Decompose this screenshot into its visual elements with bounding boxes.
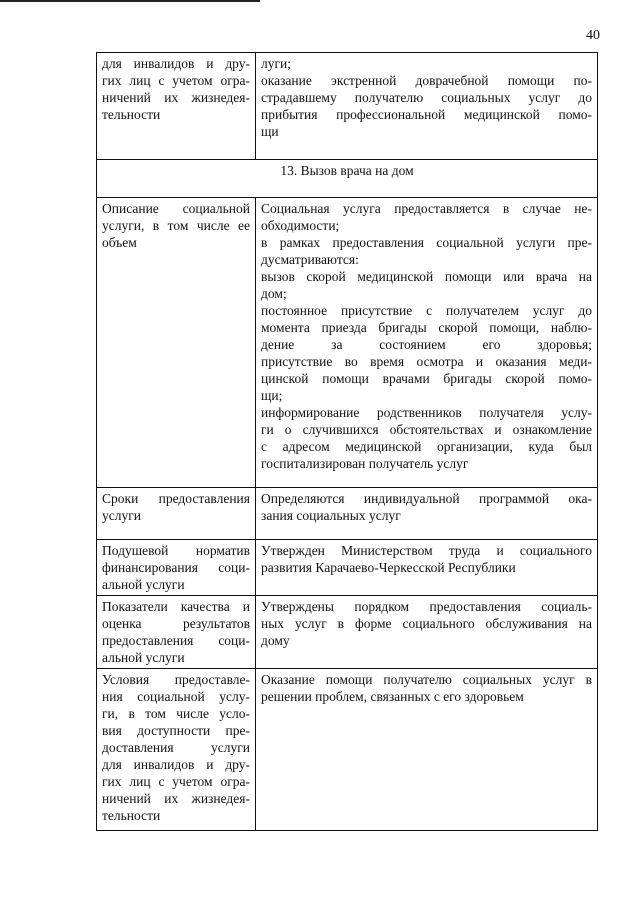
label-line: тельности [102,107,161,122]
row-label-cell [97,198,256,488]
label-line: оценка результатов [102,616,250,631]
value-line: присутствие во время осмотра и оказания меди- [261,354,592,369]
value-line: ных услуг в форме социального обслуживания на [261,616,592,631]
value-line: Утвержден Министерством труда и социального [261,543,592,558]
value-line: Определяются индивидуальной программой ока- [261,491,592,506]
label-line: предоставления соци- [102,633,250,648]
page-number: 40 [586,28,600,43]
value-line: момента приезда бригады скорой помощи, наблю- [261,320,592,335]
label-line: для инвалидов и дру- [102,56,250,71]
value-line: госпитализирован получатель услуг [261,456,469,471]
table-row [97,488,598,540]
row-label-cell [97,540,256,596]
label-line: Показатели качества и [102,599,250,614]
section-title: 13. Вызов врача на дом [97,160,598,198]
value-line: в рамках предоставления социальной услуги пре- [261,235,592,250]
section-header-row [97,160,598,198]
label-line: альной услуги [102,577,185,592]
value-line: ги о случившихся обстоятельствах и ознакомление [261,422,592,437]
label-line: объем [102,235,137,250]
row-value-cell [256,488,598,540]
label-line: ничений их жизнедея- [102,791,250,806]
table-row [97,596,598,669]
value-line: дусматриваются: [261,252,359,267]
label-line: для инвалидов и дру- [102,757,250,772]
value-line: цинской помощи врачами бригады скорой помо- [261,371,592,386]
value-line: луги; [261,56,291,71]
value-line: зания социальных услуг [261,508,401,523]
row-label-cell [97,488,256,540]
value-line: оказание экстренной доврачебной помощи по- [261,73,592,88]
value-line: Оказание помощи получателю социальных услуг в [261,672,592,687]
value-line: решении проблем, связанных с его здоровьем [261,689,524,704]
label-line: гих лиц с учетом огра- [102,73,250,88]
table-row [97,53,598,160]
row-label-cell [97,53,256,160]
value-line: прибытия профессиональной медицинской помо- [261,107,592,122]
scan-edge-line [0,0,260,2]
value-line: обходимости; [261,218,340,233]
table-row [97,669,598,831]
label-line: ничений их жизнедея- [102,90,250,105]
value-line: щи; [261,388,283,403]
label-line: Условия предоставле- [102,672,250,687]
value-line: страдавшему получателю социальных услуг до [261,90,592,105]
label-line: услуги [102,508,141,523]
table-row [97,540,598,596]
value-line: вызов скорой медицинской помощи или врача на [261,269,592,284]
table-row [97,198,598,488]
value-line: с адресом медицинской организации, куда был [261,439,592,454]
services-table [96,52,598,831]
value-line: щи [261,124,279,139]
label-line: Описание социальной [102,201,250,216]
value-line: информирование родственников получателя услу- [261,405,592,420]
row-label-cell [97,596,256,669]
value-line: дому [261,633,290,648]
label-line: услуги, в том числе ее [102,218,250,233]
label-line: тельности [102,808,161,823]
value-line: дение за состоянием его здоровья; [261,337,592,352]
value-line: дом; [261,286,287,301]
value-line: развития Карачаево-Черкесской Республики [261,560,516,575]
value-line: Утверждены порядком предоставления социаль- [261,599,592,614]
label-line: ги, в том числе усло- [102,706,250,721]
value-line: Социальная услуга предоставляется в случае не- [261,201,592,216]
label-line: доставления услуги [102,740,250,755]
services-table-body [97,53,598,831]
row-value-cell [256,540,598,596]
label-line: Подушевой норматив [102,543,250,558]
label-line: гих лиц с учетом огра- [102,774,250,789]
row-value-cell [256,596,598,669]
value-line: постоянное присутствие с получателем услуг до [261,303,592,318]
label-line: альной услуги [102,650,185,665]
row-label-cell [97,669,256,831]
row-value-cell [256,198,598,488]
row-value-cell [256,53,598,160]
label-line: вия доступности пре- [102,723,250,738]
row-value-cell [256,669,598,831]
label-line: Сроки предоставления [102,491,250,506]
label-line: финансирования соци- [102,560,250,575]
label-line: ния социальной услу- [102,689,250,704]
